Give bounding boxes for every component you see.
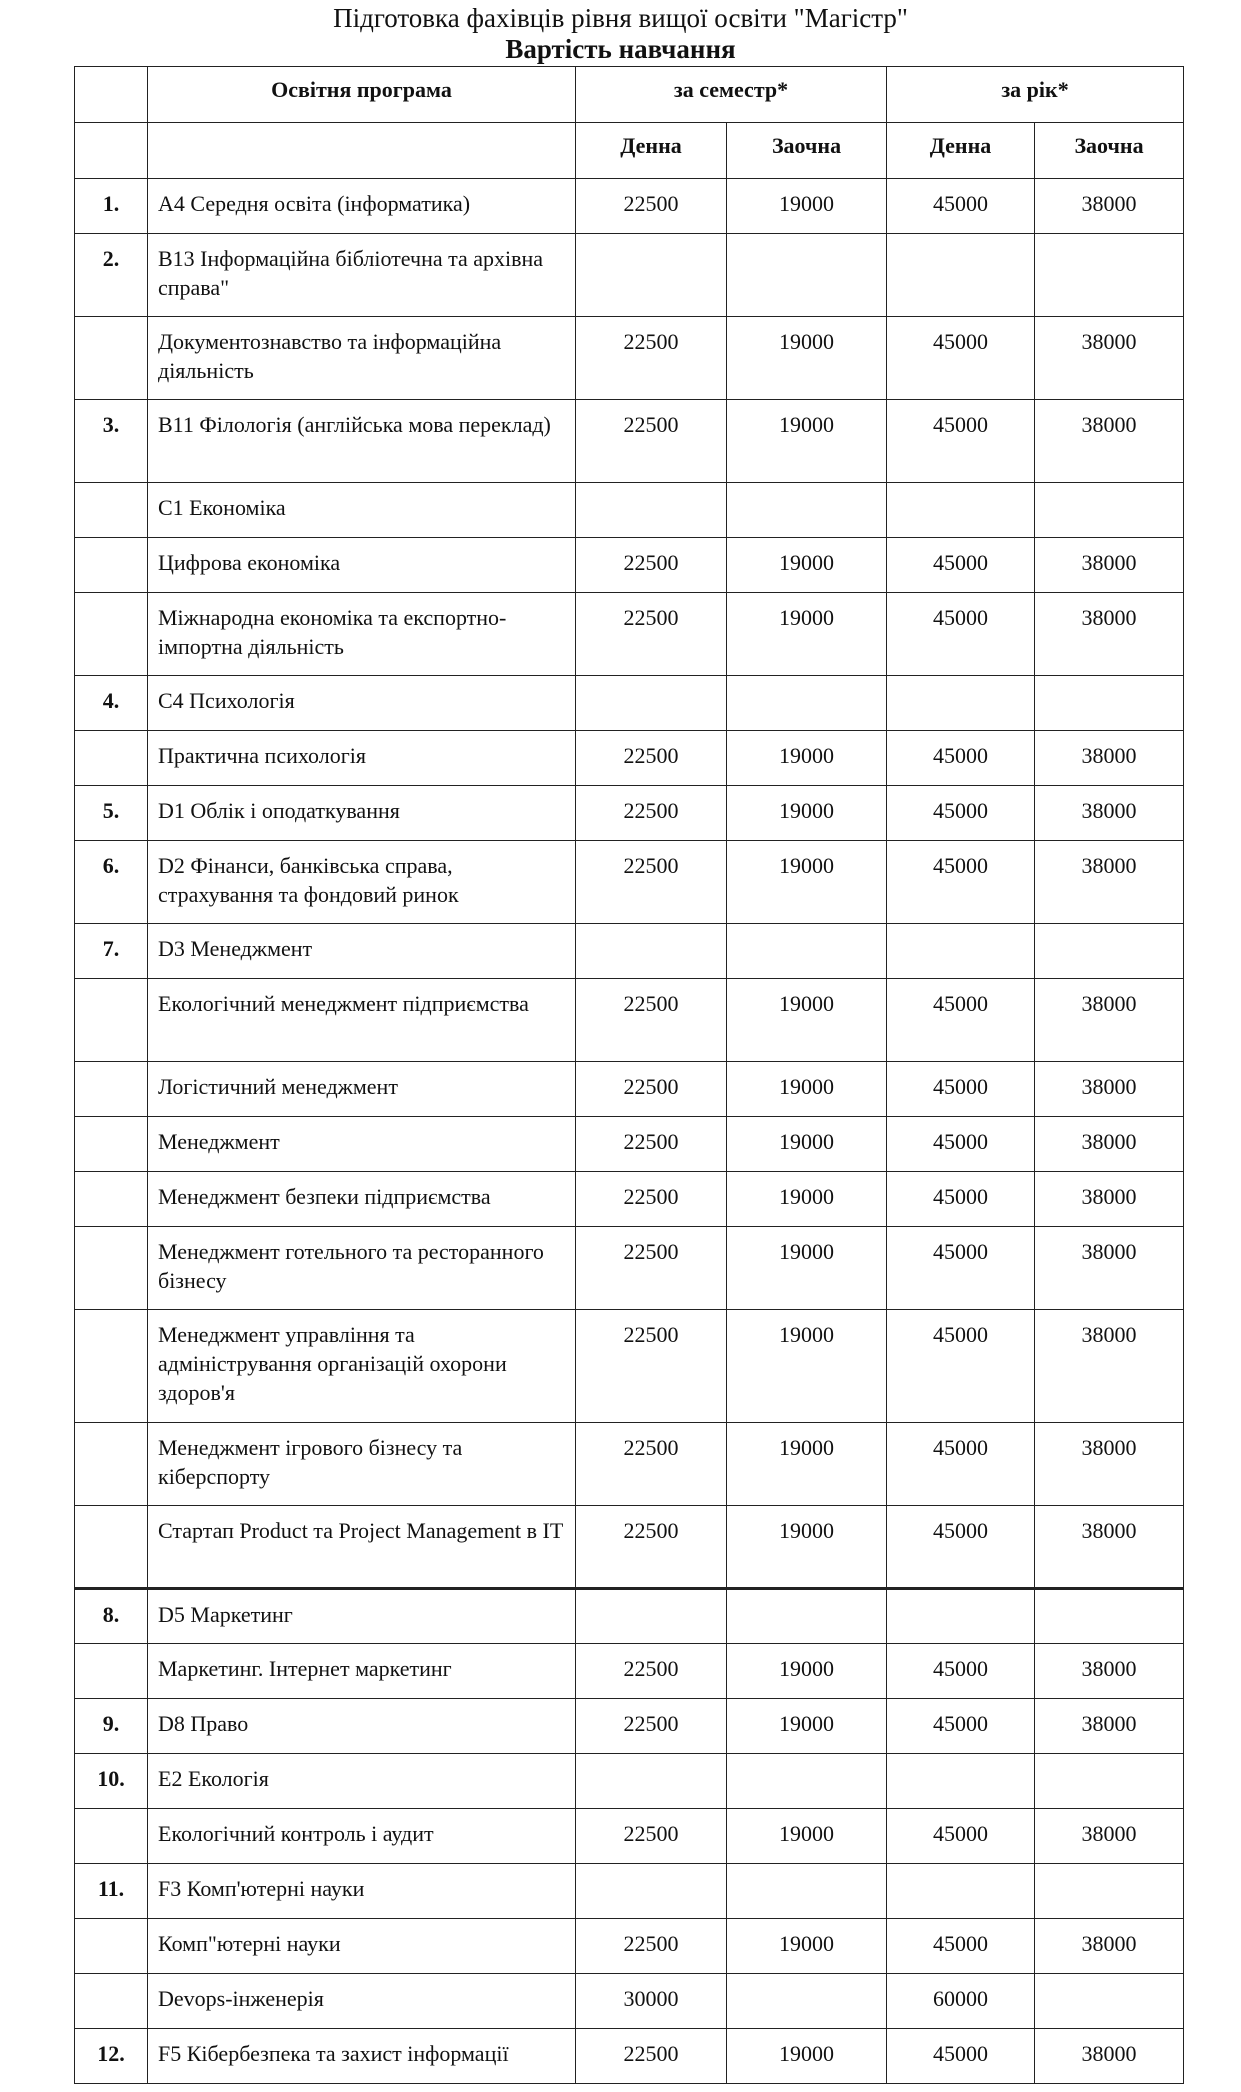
semester-part-time-price [727, 676, 887, 731]
row-number: 9. [75, 1699, 148, 1754]
semester-part-time-price: 19000 [727, 1506, 887, 1589]
semester-full-time-price: 22500 [576, 179, 727, 234]
row-number [75, 1227, 148, 1310]
year-part-time-price: 38000 [1035, 841, 1184, 924]
semester-full-time-price [576, 924, 727, 979]
program-name: D8 Право [148, 1699, 576, 1754]
program-name: Документознавство та інформаційна діяльність [148, 317, 576, 400]
year-part-time-price [1035, 483, 1184, 538]
row-number [75, 1506, 148, 1589]
row-number [75, 317, 148, 400]
program-name: Цифрова економіка [148, 538, 576, 593]
table-row [75, 1227, 1184, 1310]
year-part-time-price [1035, 1589, 1184, 1644]
program-name: Екологічний контроль і аудит [148, 1809, 576, 1864]
row-number: 7. [75, 924, 148, 979]
semester-part-time-price: 19000 [727, 1809, 887, 1864]
row-number [75, 483, 148, 538]
row-number [75, 538, 148, 593]
subheader-year-part-time: Заочна [1035, 123, 1184, 179]
year-full-time-price: 45000 [887, 400, 1035, 483]
year-full-time-price: 45000 [887, 593, 1035, 676]
year-full-time-price [887, 1754, 1035, 1809]
row-number [75, 731, 148, 786]
program-name: F5 Кібербезпека та захист інформації [148, 2029, 576, 2084]
program-name: Міжнародна економіка та експортно-імпортна діяльність [148, 593, 576, 676]
table-row [75, 538, 1184, 593]
semester-part-time-price: 19000 [727, 593, 887, 676]
year-part-time-price: 38000 [1035, 400, 1184, 483]
year-full-time-price: 60000 [887, 1974, 1035, 2029]
header-per-semester: за семестр* [576, 67, 887, 123]
year-full-time-price: 45000 [887, 1644, 1035, 1699]
header-cell-empty [75, 67, 148, 123]
year-full-time-price: 45000 [887, 841, 1035, 924]
year-full-time-price: 45000 [887, 1310, 1035, 1423]
table-row [75, 1117, 1184, 1172]
semester-full-time-price: 22500 [576, 1310, 727, 1423]
program-name: С1 Економіка [148, 483, 576, 538]
tuition-table [74, 66, 1184, 2084]
table-row [75, 1589, 1184, 1644]
year-part-time-price: 38000 [1035, 1644, 1184, 1699]
year-full-time-price [887, 234, 1035, 317]
year-full-time-price: 45000 [887, 1506, 1035, 1589]
semester-full-time-price: 22500 [576, 1423, 727, 1506]
year-part-time-price: 38000 [1035, 317, 1184, 400]
row-number [75, 1809, 148, 1864]
table-row [75, 1644, 1184, 1699]
semester-part-time-price: 19000 [727, 1699, 887, 1754]
program-name: Логістичний менеджмент [148, 1062, 576, 1117]
row-number [75, 979, 148, 1062]
row-number: 1. [75, 179, 148, 234]
row-number [75, 1644, 148, 1699]
program-name: Е2 Екологія [148, 1754, 576, 1809]
program-name: Менеджмент ігрового бізнесу та кіберспорту [148, 1423, 576, 1506]
year-full-time-price: 45000 [887, 1062, 1035, 1117]
semester-part-time-price: 19000 [727, 400, 887, 483]
semester-full-time-price: 22500 [576, 1644, 727, 1699]
subheader-semester-part-time: Заочна [727, 123, 887, 179]
table-row [75, 1864, 1184, 1919]
year-part-time-price: 38000 [1035, 1310, 1184, 1423]
program-name: В11 Філологія (англійська мова переклад) [148, 400, 576, 483]
year-full-time-price: 45000 [887, 1699, 1035, 1754]
semester-part-time-price: 19000 [727, 179, 887, 234]
semester-part-time-price [727, 1589, 887, 1644]
year-part-time-price: 38000 [1035, 1919, 1184, 1974]
year-part-time-price: 38000 [1035, 786, 1184, 841]
program-name: Комп"ютерні науки [148, 1919, 576, 1974]
semester-full-time-price: 22500 [576, 593, 727, 676]
row-number: 2. [75, 234, 148, 317]
row-number: 10. [75, 1754, 148, 1809]
year-part-time-price: 38000 [1035, 1699, 1184, 1754]
semester-part-time-price: 19000 [727, 1919, 887, 1974]
semester-part-time-price: 19000 [727, 1310, 887, 1423]
table-row [75, 400, 1184, 483]
year-full-time-price [887, 676, 1035, 731]
semester-full-time-price: 22500 [576, 317, 727, 400]
row-number [75, 1117, 148, 1172]
program-name: Стартап Product та Project Management в IT [148, 1506, 576, 1589]
row-number: 5. [75, 786, 148, 841]
semester-part-time-price [727, 924, 887, 979]
year-part-time-price: 38000 [1035, 979, 1184, 1062]
semester-full-time-price: 22500 [576, 400, 727, 483]
program-name: Менеджмент безпеки підприємства [148, 1172, 576, 1227]
year-full-time-price: 45000 [887, 538, 1035, 593]
row-number: 3. [75, 400, 148, 483]
year-full-time-price: 45000 [887, 1423, 1035, 1506]
semester-full-time-price: 22500 [576, 538, 727, 593]
table-row [75, 924, 1184, 979]
table-row [75, 317, 1184, 400]
table-subheader-row [75, 123, 1184, 179]
semester-part-time-price: 19000 [727, 1227, 887, 1310]
semester-part-time-price [727, 1754, 887, 1809]
document-subtitle: Вартість навчання [505, 34, 736, 64]
program-name: Менеджмент [148, 1117, 576, 1172]
year-part-time-price [1035, 1974, 1184, 2029]
year-full-time-price [887, 483, 1035, 538]
row-number [75, 1974, 148, 2029]
row-number: 11. [75, 1864, 148, 1919]
semester-full-time-price: 30000 [576, 1974, 727, 2029]
program-name: D3 Менеджмент [148, 924, 576, 979]
semester-full-time-price [576, 234, 727, 317]
row-number [75, 1172, 148, 1227]
table-row [75, 1062, 1184, 1117]
semester-full-time-price: 22500 [576, 979, 727, 1062]
row-number: 8. [75, 1589, 148, 1644]
year-part-time-price: 38000 [1035, 2029, 1184, 2084]
semester-full-time-price [576, 676, 727, 731]
semester-full-time-price: 22500 [576, 1117, 727, 1172]
row-number [75, 1062, 148, 1117]
subheader-year-full-time: Денна [887, 123, 1035, 179]
table-row [75, 483, 1184, 538]
semester-part-time-price [727, 1974, 887, 2029]
table-row [75, 1974, 1184, 2029]
table-row [75, 1919, 1184, 1974]
row-number [75, 1310, 148, 1423]
table-row [75, 234, 1184, 317]
semester-part-time-price: 19000 [727, 1644, 887, 1699]
year-full-time-price: 45000 [887, 731, 1035, 786]
program-name: F3 Комп'ютерні науки [148, 1864, 576, 1919]
year-full-time-price: 45000 [887, 786, 1035, 841]
year-part-time-price [1035, 1864, 1184, 1919]
year-full-time-price [887, 924, 1035, 979]
table-row [75, 1809, 1184, 1864]
year-part-time-price: 38000 [1035, 1423, 1184, 1506]
table-row [75, 1423, 1184, 1506]
year-part-time-price: 38000 [1035, 1172, 1184, 1227]
row-number [75, 1423, 148, 1506]
semester-part-time-price: 19000 [727, 786, 887, 841]
semester-part-time-price [727, 1864, 887, 1919]
program-name: А4 Середня освіта (інформатика) [148, 179, 576, 234]
semester-full-time-price: 22500 [576, 1172, 727, 1227]
year-part-time-price: 38000 [1035, 1062, 1184, 1117]
program-name: Маркетинг. Інтернет маркетинг [148, 1644, 576, 1699]
semester-part-time-price: 19000 [727, 731, 887, 786]
semester-part-time-price: 19000 [727, 1172, 887, 1227]
subheader-cell-empty [148, 123, 576, 179]
semester-full-time-price: 22500 [576, 731, 727, 786]
semester-full-time-price: 22500 [576, 1062, 727, 1117]
semester-full-time-price: 22500 [576, 2029, 727, 2084]
row-number: 4. [75, 676, 148, 731]
year-part-time-price: 38000 [1035, 1227, 1184, 1310]
semester-part-time-price: 19000 [727, 2029, 887, 2084]
semester-full-time-price [576, 1864, 727, 1919]
program-name: D1 Облік і оподаткування [148, 786, 576, 841]
year-full-time-price [887, 1589, 1035, 1644]
table-row [75, 676, 1184, 731]
semester-full-time-price: 22500 [576, 1699, 727, 1754]
header-program: Освітня програма [148, 67, 576, 123]
year-full-time-price: 45000 [887, 1227, 1035, 1310]
program-name: С4 Психологія [148, 676, 576, 731]
year-part-time-price: 38000 [1035, 1809, 1184, 1864]
year-part-time-price: 38000 [1035, 731, 1184, 786]
semester-full-time-price: 22500 [576, 1506, 727, 1589]
row-number [75, 593, 148, 676]
document-title: Підготовка фахівців рівня вищої освіти "Магістр" [333, 3, 908, 33]
table-header-row [75, 67, 1184, 123]
semester-full-time-price: 22500 [576, 1227, 727, 1310]
semester-full-time-price: 22500 [576, 1809, 727, 1864]
year-full-time-price: 45000 [887, 2029, 1035, 2084]
year-full-time-price: 45000 [887, 979, 1035, 1062]
year-full-time-price: 45000 [887, 1809, 1035, 1864]
year-part-time-price: 38000 [1035, 1506, 1184, 1589]
table-row [75, 1699, 1184, 1754]
table-row [75, 1310, 1184, 1423]
year-full-time-price: 45000 [887, 1117, 1035, 1172]
subheader-cell-empty [75, 123, 148, 179]
year-part-time-price: 38000 [1035, 593, 1184, 676]
program-name: Менеджмент управління та адміністрування організацій охорони здоров'я [148, 1310, 576, 1423]
semester-part-time-price: 19000 [727, 841, 887, 924]
semester-part-time-price: 19000 [727, 538, 887, 593]
table-row [75, 179, 1184, 234]
table-row [75, 786, 1184, 841]
year-full-time-price [887, 1864, 1035, 1919]
year-part-time-price [1035, 1754, 1184, 1809]
table-row [75, 593, 1184, 676]
semester-part-time-price [727, 483, 887, 538]
table-row [75, 1506, 1184, 1589]
row-number [75, 1919, 148, 1974]
row-number: 6. [75, 841, 148, 924]
semester-part-time-price [727, 234, 887, 317]
table-row [75, 1172, 1184, 1227]
program-name: D2 Фінанси, банківська справа, страхування та фондовий ринок [148, 841, 576, 924]
year-part-time-price [1035, 676, 1184, 731]
year-full-time-price: 45000 [887, 1172, 1035, 1227]
semester-full-time-price: 22500 [576, 786, 727, 841]
program-name: Devops-інженерія [148, 1974, 576, 2029]
table-row [75, 731, 1184, 786]
semester-part-time-price: 19000 [727, 317, 887, 400]
year-full-time-price: 45000 [887, 1919, 1035, 1974]
year-full-time-price: 45000 [887, 317, 1035, 400]
semester-full-time-price: 22500 [576, 1919, 727, 1974]
year-part-time-price: 38000 [1035, 1117, 1184, 1172]
year-part-time-price: 38000 [1035, 179, 1184, 234]
header-per-year: за рік* [887, 67, 1184, 123]
row-number: 12. [75, 2029, 148, 2084]
program-name: В13 Інформаційна бібліотечна та архівна справа" [148, 234, 576, 317]
year-part-time-price [1035, 234, 1184, 317]
year-full-time-price: 45000 [887, 179, 1035, 234]
semester-part-time-price: 19000 [727, 1062, 887, 1117]
table-row [75, 1754, 1184, 1809]
semester-part-time-price: 19000 [727, 1423, 887, 1506]
semester-part-time-price: 19000 [727, 979, 887, 1062]
program-name: Екологічний менеджмент підприємства [148, 979, 576, 1062]
table-row [75, 841, 1184, 924]
program-name: D5 Маркетинг [148, 1589, 576, 1644]
semester-part-time-price: 19000 [727, 1117, 887, 1172]
table-row [75, 2029, 1184, 2084]
table-row [75, 979, 1184, 1062]
program-name: Практична психологія [148, 731, 576, 786]
program-name: Менеджмент готельного та ресторанного бізнесу [148, 1227, 576, 1310]
year-part-time-price [1035, 924, 1184, 979]
year-part-time-price: 38000 [1035, 538, 1184, 593]
subheader-semester-full-time: Денна [576, 123, 727, 179]
semester-full-time-price [576, 1754, 727, 1809]
semester-full-time-price [576, 483, 727, 538]
semester-full-time-price: 22500 [576, 841, 727, 924]
semester-full-time-price [576, 1589, 727, 1644]
